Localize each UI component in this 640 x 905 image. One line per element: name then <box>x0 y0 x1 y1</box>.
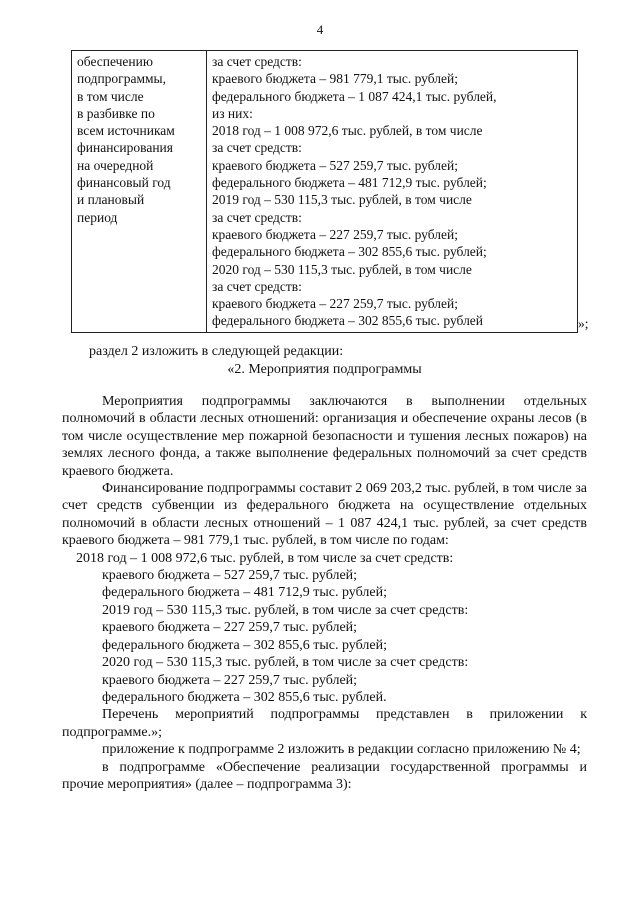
left-line: на очередной <box>77 157 154 173</box>
year-line: краевого бюджета – 227 259,7 тыс. рублей; <box>102 672 358 688</box>
right-line: 2020 год – 530 115,3 тыс. рублей, в том числе <box>212 261 472 277</box>
right-line: за счет средств: <box>212 54 302 69</box>
table-row <box>72 51 578 333</box>
left-line: всем источникам <box>77 123 175 139</box>
right-line: федерального бюджета – 1 087 424,1 тыс. рублей, <box>212 88 497 104</box>
right-line: федерального бюджета – 481 712,9 тыс. рублей; <box>212 175 487 191</box>
section-title: «2. Мероприятия подпрограммы <box>227 362 422 377</box>
left-line: в том числе <box>77 88 144 104</box>
right-line: краевого бюджета – 527 259,7 тыс. рублей; <box>212 157 458 173</box>
right-line: из них: <box>212 105 253 121</box>
paragraph: Финансирование подпрограммы составит 2 069 203,2 тыс. рублей, в том числе за счет средств субвенции из федерального бюджета на осуществление отдельных полномочий в области лесных отношений – 1 087 424,1 тыс. рублей, за счет средств краевого бюджета – 981 779,1 тыс. рублей, в том числе по годам: <box>62 481 587 549</box>
year-line: 2018 год – 1 008 972,6 тыс. рублей, в том числе за счет средств: <box>76 550 454 566</box>
left-line: в разбивке по <box>77 105 155 121</box>
left-line: и плановый <box>77 192 145 208</box>
right-line: краевого бюджета – 227 259,7 тыс. рублей; <box>212 296 458 312</box>
left-line: обеспечению <box>77 54 153 69</box>
right-line: 2018 год – 1 008 972,6 тыс. рублей, в том числе <box>212 123 483 139</box>
right-line: федерального бюджета – 302 855,6 тыс. рублей <box>212 313 484 329</box>
table-closing-quote: »; <box>578 316 589 331</box>
year-line: краевого бюджета – 527 259,7 тыс. рублей; <box>102 568 358 584</box>
year-line: 2019 год – 530 115,3 тыс. рублей, в том числе за счет средств: <box>102 602 469 618</box>
year-line: краевого бюджета – 227 259,7 тыс. рублей; <box>102 620 358 636</box>
right-line: краевого бюджета – 981 779,1 тыс. рублей; <box>212 71 458 87</box>
year-line: федерального бюджета – 302 855,6 тыс. рублей. <box>102 689 387 705</box>
right-line: за счет средств: <box>212 209 302 225</box>
left-line: период <box>77 209 118 225</box>
main-text <box>62 393 587 793</box>
left-line: финансирования <box>77 140 173 156</box>
page-number: 4 <box>316 22 324 37</box>
right-line: 2019 год – 530 115,3 тыс. рублей, в том числе <box>212 192 472 208</box>
section-intro: раздел 2 изложить в следующей редакции: <box>89 344 344 359</box>
right-line: за счет средств: <box>212 140 302 156</box>
paragraph: в подпрограмме «Обеспечение реализации государственной программы и прочие мероприятия» (далее – подпрограмма 3): <box>62 759 587 792</box>
left-line: подпрограммы, <box>77 71 166 87</box>
table-right-cell <box>207 51 578 333</box>
year-line: федерального бюджета – 481 712,9 тыс. рублей; <box>102 585 387 601</box>
paragraph: приложение к подпрограмме 2 изложить в редакции согласно приложению № 4; <box>102 742 581 758</box>
right-line: краевого бюджета – 227 259,7 тыс. рублей; <box>212 226 458 242</box>
right-line: федерального бюджета – 302 855,6 тыс. рублей; <box>212 244 487 260</box>
year-line: 2020 год – 530 115,3 тыс. рублей, в том числе за счет средств: <box>102 655 469 671</box>
paragraph: Мероприятия подпрограммы заключаются в выполнении отдельных полномочий в области лесных отношений: организация и обеспечение охраны лесов (в том числе осуществление мер пожарной безопасности и тушения лесных пожаров) на землях лесного фонда, а также выполнение федеральных полномочий за счет средств краевого бюджета. <box>62 394 587 479</box>
paragraph: Перечень мероприятий подпрограммы представлен в приложении к подпрограмме.»; <box>62 707 587 740</box>
right-line: за счет средств: <box>212 278 302 294</box>
year-line: федерального бюджета – 302 855,6 тыс. рублей; <box>102 637 387 653</box>
left-line: финансовый год <box>77 175 171 191</box>
table-left-cell <box>72 51 207 333</box>
financing-table <box>71 50 578 333</box>
